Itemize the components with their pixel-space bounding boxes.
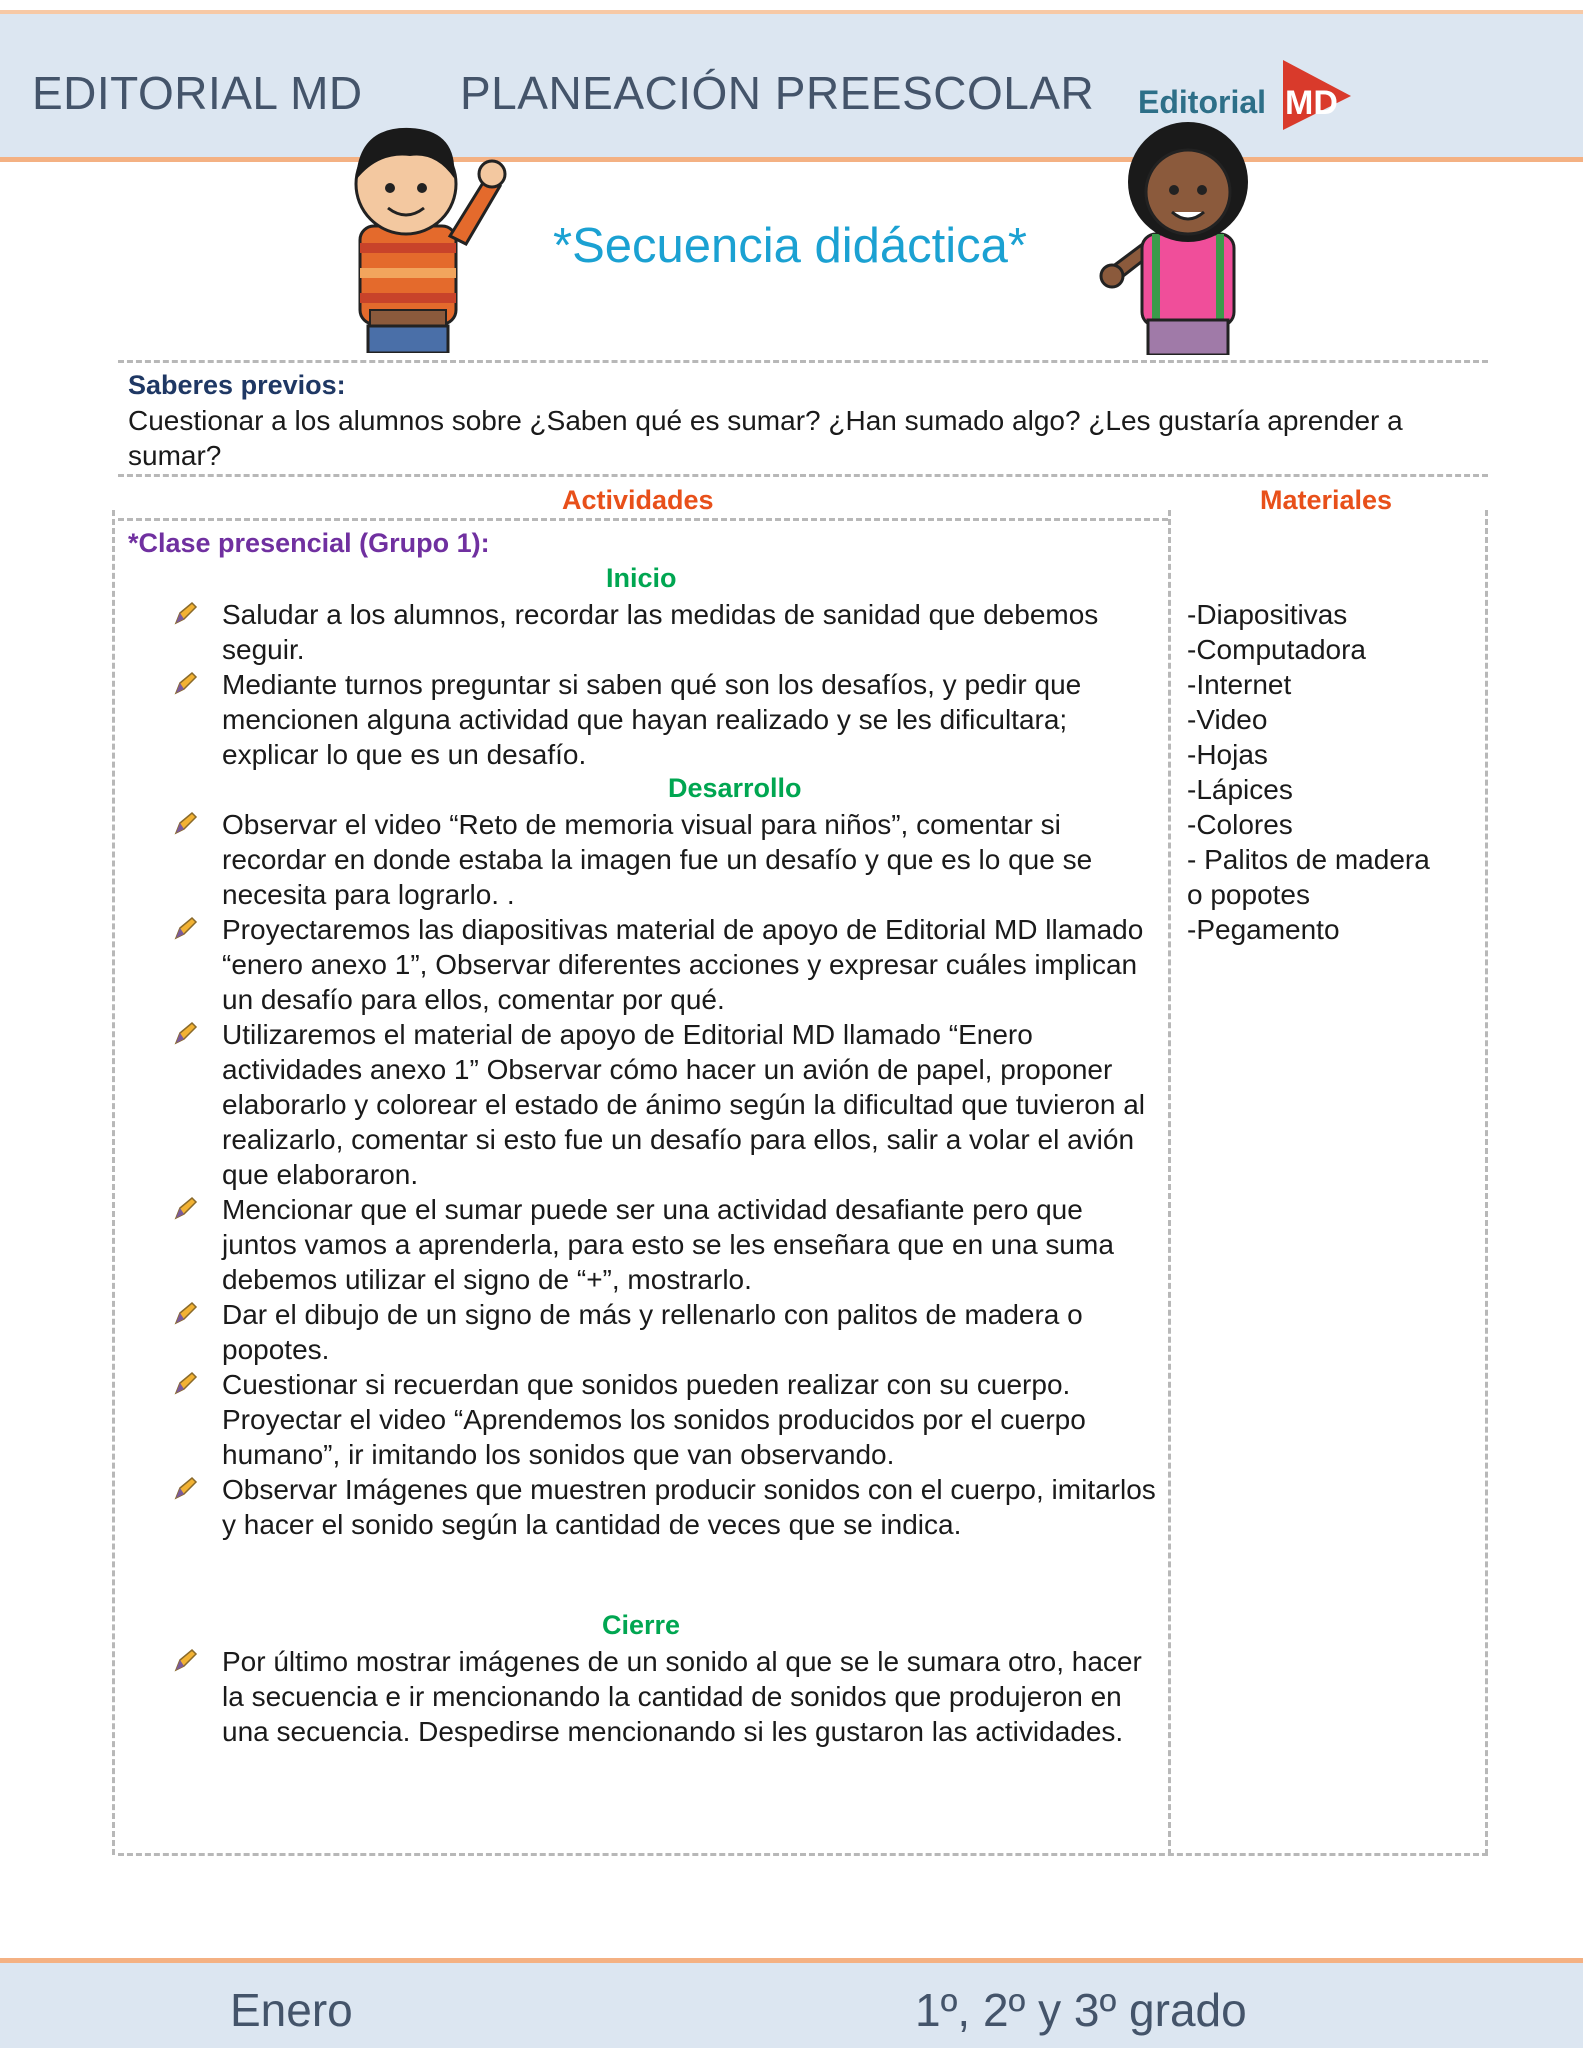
section-desarrollo-title: Desarrollo xyxy=(668,773,802,803)
material-item: -Hojas xyxy=(1187,739,1268,770)
list-item xyxy=(172,667,1162,772)
material-item: -Computadora xyxy=(1187,634,1366,665)
materials-header: Materiales xyxy=(1260,485,1393,515)
cierre-list xyxy=(172,1644,1162,1749)
column-divider xyxy=(1168,510,1171,1855)
list-item xyxy=(172,1192,1162,1297)
clase-label: *Clase presencial (Grupo 1): xyxy=(128,528,490,558)
list-item xyxy=(172,1644,1162,1749)
footer-grades: 1º, 2º y 3º grado xyxy=(915,1984,1247,2036)
saberes-text: Cuestionar a los alumnos sobre ¿Saben qué es sumar? ¿Han sumado algo? ¿Les gustaría aprender a sumar? xyxy=(128,405,1403,471)
pencil-icon xyxy=(172,916,198,942)
material-item: - Palitos de madera xyxy=(1187,844,1430,875)
page-title: *Secuencia didáctica* xyxy=(553,219,1027,273)
pencil-icon xyxy=(172,601,198,627)
play-logo-icon xyxy=(1277,54,1357,134)
logo-text: Editorial xyxy=(1138,84,1267,120)
saberes-label: Saberes previos: xyxy=(128,370,346,400)
pencil-icon xyxy=(172,1021,198,1047)
material-item: -Lápices xyxy=(1187,774,1293,805)
list-item-text: Observar Imágenes que muestren producir sonidos con el cuerpo, imitarlos y hacer el sonido según la cantidad de veces que se indica. xyxy=(222,1474,1156,1540)
list-item xyxy=(172,912,1162,1017)
list-item-text: Por último mostrar imágenes de un sonido al que se le sumara otro, hacer la secuencia e ir mencionando la cantidad de sonidos que produjeron en una secuencia. Despedirse mencionando si les gustaron las actividades. xyxy=(222,1646,1142,1747)
list-item xyxy=(172,1017,1162,1192)
list-item xyxy=(172,807,1162,912)
list-item-text: Saludar a los alumnos, recordar las medidas de sanidad que debemos seguir. xyxy=(222,599,1099,665)
inicio-list xyxy=(172,597,1162,772)
pencil-icon xyxy=(172,1196,198,1222)
material-item: -Internet xyxy=(1187,669,1292,700)
divider-saberes xyxy=(118,474,1488,477)
pencil-icon xyxy=(172,811,198,837)
divider-top xyxy=(118,360,1488,363)
list-item-text: Proyectaremos las diapositivas material de apoyo de Editorial MD llamado “enero anexo 1”, Observar diferentes acciones y expresar cuáles implican un desafío para ellos, comentar por qué. xyxy=(222,914,1144,1015)
material-item: -Diapositivas xyxy=(1187,599,1348,630)
list-item-text: Utilizaremos el material de apoyo de Editorial MD llamado “Enero actividades anexo 1” Observar cómo hacer un avión de papel, proponer elaborarlo y colorear el estado de ánimo según la dificultad que tuvieron al realizarlo, comentar si esto fue un desafío para ellos, salir a volar el avión que elaboraron. xyxy=(222,1019,1146,1190)
frame-right-border xyxy=(1485,510,1488,1855)
list-item-text: Mencionar que el sumar puede ser una actividad desafiante pero que juntos vamos a aprenderla, para esto se les enseñara que en una suma debemos utilizar el signo de “+”, mostrarlo. xyxy=(222,1194,1114,1295)
list-item-text: Dar el dibujo de un signo de más y rellenarlo con palitos de madera o popotes. xyxy=(222,1299,1083,1365)
pencil-icon xyxy=(172,1371,198,1397)
activities-header: Actividades xyxy=(562,485,714,515)
material-item: -Colores xyxy=(1187,809,1293,840)
divider-activities-header xyxy=(118,518,1168,521)
desarrollo-list xyxy=(172,807,1162,1542)
materials-list xyxy=(1187,597,1430,947)
pencil-icon xyxy=(172,671,198,697)
list-item-text: Mediante turnos preguntar si saben qué son los desafíos, y pedir que mencionen alguna actividad que hayan realizado y se les dificultara; explicar lo que es un desafío. xyxy=(222,669,1082,770)
girl-illustration xyxy=(1098,120,1288,355)
saberes-previos xyxy=(128,370,1448,473)
footer-banner xyxy=(0,1958,1583,2048)
header-title: PLANEACIÓN PREESCOLAR xyxy=(460,67,1095,119)
list-item xyxy=(172,1367,1162,1472)
footer-month: Enero xyxy=(230,1984,353,2036)
header-banner xyxy=(0,10,1583,162)
list-item-text: Observar el video “Reto de memoria visual para niños”, comentar si recordar en donde estaba la imagen fue un desafío y que es lo que se necesita para lograrlo. . xyxy=(222,809,1093,910)
pencil-icon xyxy=(172,1648,198,1674)
material-item: -Video xyxy=(1187,704,1268,735)
pencil-icon xyxy=(172,1301,198,1327)
list-item xyxy=(172,1472,1162,1542)
section-inicio-title: Inicio xyxy=(606,563,677,593)
section-cierre-title: Cierre xyxy=(602,1610,681,1640)
list-item xyxy=(172,1297,1162,1367)
svg-text:MD: MD xyxy=(1285,84,1338,122)
material-item: -Pegamento xyxy=(1187,914,1340,945)
list-item xyxy=(172,597,1162,667)
material-item: o popotes xyxy=(1187,879,1310,910)
pencil-icon xyxy=(172,1476,198,1502)
header-publisher: EDITORIAL MD xyxy=(32,67,363,119)
divider-bottom xyxy=(118,1853,1488,1856)
frame-left-border xyxy=(112,510,115,1855)
list-item-text: Cuestionar si recuerdan que sonidos pueden realizar con su cuerpo. Proyectar el video “Aprendemos los sonidos producidos por el cuerpo humano”, ir imitando los sonidos que van observando. xyxy=(222,1369,1086,1470)
